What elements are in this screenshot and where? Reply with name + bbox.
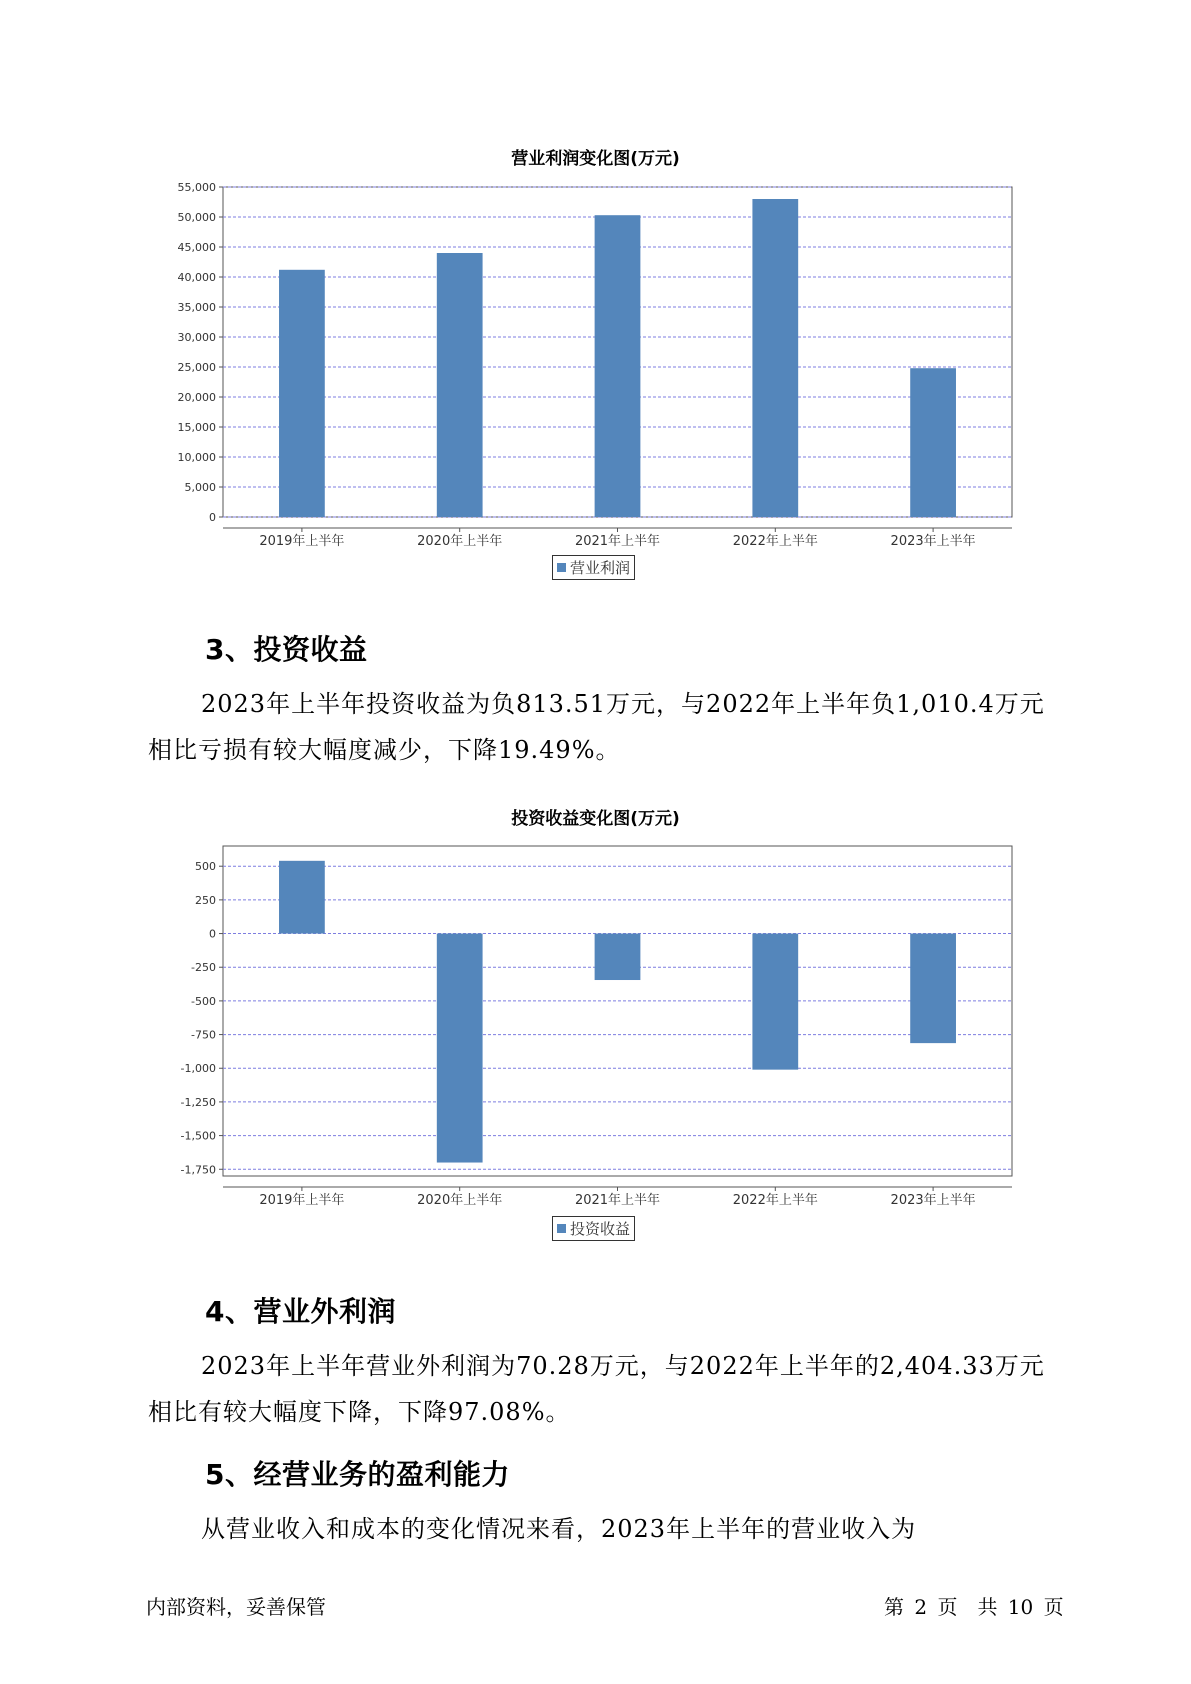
y-tick-label: -500 <box>191 994 216 1008</box>
y-tick-label: -1,250 <box>180 1095 216 1109</box>
x-tick-label: 2023年上半年 <box>890 1193 976 1208</box>
footer-page-number: 第 2 页 共 10 页 <box>884 1595 1064 1619</box>
x-tick-label: 2021年上半年 <box>574 1193 661 1208</box>
x-tick-label: 2022年上半年 <box>732 1193 818 1208</box>
legend-swatch <box>557 563 566 572</box>
y-tick-label: 15,000 <box>177 421 216 434</box>
x-tick-label: 2023年上半年 <box>890 534 976 549</box>
footer-confidential-note: 内部资料，妥善保管 <box>146 1595 326 1619</box>
y-tick-label: 30,000 <box>177 331 216 344</box>
bar <box>595 215 641 517</box>
plot-frame <box>223 846 1012 1176</box>
y-tick-label: 250 <box>195 893 216 907</box>
bar <box>752 199 798 517</box>
operating-profit-chart-title: 营业利润变化图(万元) <box>511 149 680 169</box>
x-tick-label: 2019年上半年 <box>259 534 345 549</box>
bar <box>279 270 325 517</box>
x-tick-label: 2021年上半年 <box>574 534 661 549</box>
y-tick-label: 500 <box>195 860 216 874</box>
y-tick-label: 5,000 <box>184 481 216 494</box>
section-4-heading: 4、营业外利润 <box>205 1295 396 1328</box>
y-tick-label: 20,000 <box>177 391 216 404</box>
bar <box>279 861 325 934</box>
operating-profit-legend <box>552 555 635 580</box>
y-tick-label: 45,000 <box>177 241 216 254</box>
y-tick-label: 55,000 <box>177 181 216 194</box>
y-tick-label: -750 <box>191 1028 216 1042</box>
x-tick-label: 2020年上半年 <box>417 534 503 549</box>
x-tick-label: 2019年上半年 <box>259 1193 345 1208</box>
legend-label: 投资收益 <box>570 1220 631 1238</box>
y-tick-label: 0 <box>209 511 216 524</box>
y-tick-label: 0 <box>209 927 216 941</box>
bar <box>595 934 641 980</box>
y-tick-label: 35,000 <box>177 301 216 314</box>
investment-income-legend <box>552 1216 635 1241</box>
y-tick-label: -250 <box>191 961 216 975</box>
investment-income-chart <box>0 830 1191 1208</box>
section-5-heading: 5、经营业务的盈利能力 <box>205 1458 510 1491</box>
section-3-paragraph: 2023年上半年投资收益为负813.51万元，与2022年上半年负1,010.4万元相比亏损有较大幅度减少，下降19.49%。 <box>148 690 1045 764</box>
operating-profit-chart <box>0 170 1191 549</box>
y-tick-label: -1,500 <box>180 1129 216 1143</box>
y-tick-label: 25,000 <box>177 361 216 374</box>
investment-income-chart-title: 投资收益变化图(万元) <box>511 809 680 829</box>
y-tick-label: 40,000 <box>177 271 216 284</box>
bar <box>910 934 956 1044</box>
legend-swatch <box>557 1224 566 1233</box>
legend-label: 营业利润 <box>570 559 631 577</box>
x-tick-label: 2022年上半年 <box>732 534 818 549</box>
bar <box>437 934 483 1163</box>
x-tick-label: 2020年上半年 <box>417 1193 503 1208</box>
section-4-paragraph: 2023年上半年营业外利润为70.28万元，与2022年上半年的2,404.33万元相比有较大幅度下降，下降97.08%。 <box>148 1352 1045 1426</box>
section-3-heading: 3、投资收益 <box>205 633 368 666</box>
y-tick-label: 10,000 <box>177 451 216 464</box>
y-tick-label: 50,000 <box>177 211 216 224</box>
bar <box>437 253 483 517</box>
bar <box>752 934 798 1070</box>
bar <box>910 368 956 517</box>
y-tick-label: -1,750 <box>180 1163 216 1177</box>
section-5-paragraph: 从营业收入和成本的变化情况来看，2023年上半年的营业收入为 <box>201 1515 917 1543</box>
y-tick-label: -1,000 <box>180 1062 216 1076</box>
